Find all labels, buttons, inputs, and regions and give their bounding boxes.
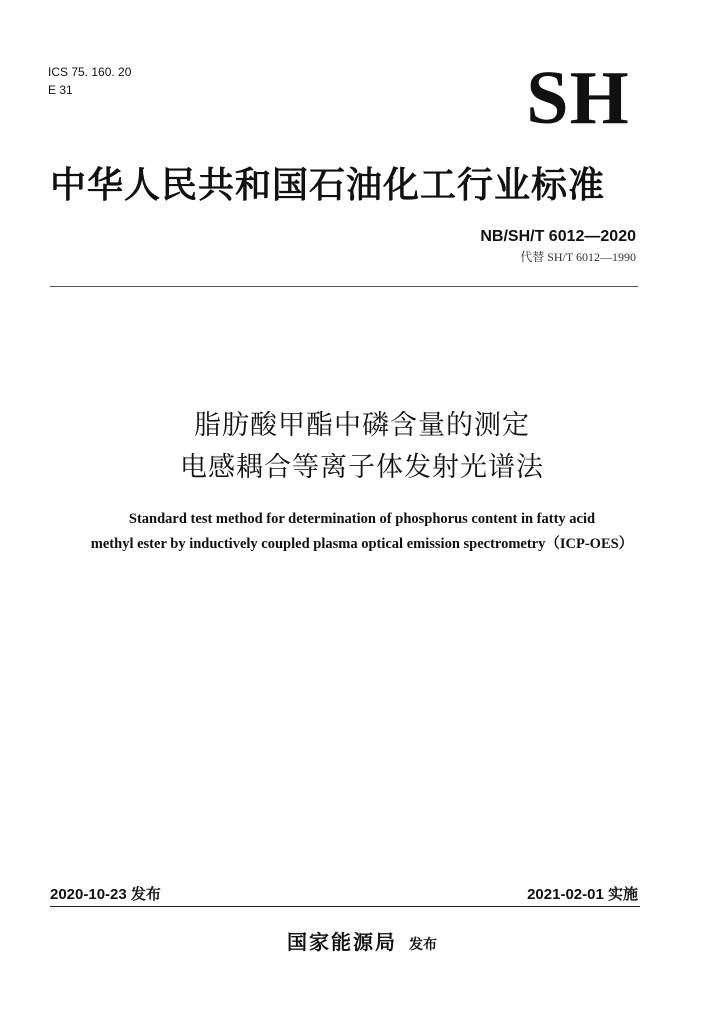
replaces-note: 代替 SH/T 6012—1990 bbox=[520, 250, 636, 264]
standard-number: NB/SH/T 6012—2020 bbox=[480, 228, 636, 245]
footer-divider bbox=[50, 906, 640, 907]
chinese-title bbox=[0, 405, 724, 489]
classification-codes bbox=[48, 63, 131, 99]
english-title-line-1: Standard test method for determination of phosphorus content in fatty acid bbox=[128, 511, 596, 527]
english-title bbox=[40, 507, 684, 557]
standard-type-heading: 中华人民共和国石油化工行业标准 bbox=[50, 165, 606, 206]
issuer-block bbox=[0, 926, 724, 955]
standard-logo: SH bbox=[526, 56, 630, 140]
ics-code: ICS 75. 160. 20 bbox=[48, 65, 132, 79]
header-divider bbox=[50, 286, 638, 287]
implementation-date: 2021-02-01 实施 bbox=[527, 886, 638, 903]
chinese-title-line-2: 电感耦合等离子体发射光谱法 bbox=[180, 452, 544, 483]
publication-date: 2020-10-23 发布 bbox=[50, 886, 161, 903]
english-title-line-2: methyl ester by inductively coupled plasma optical emission spectrometry（ICP-OES） bbox=[90, 536, 634, 552]
chinese-title-line-1: 脂肪酸甲酯中磷含量的测定 bbox=[194, 410, 530, 441]
issuer-name: 国家能源局 bbox=[287, 930, 397, 954]
issuer-action: 发布 bbox=[409, 937, 437, 953]
ccs-code: E 31 bbox=[48, 83, 73, 97]
